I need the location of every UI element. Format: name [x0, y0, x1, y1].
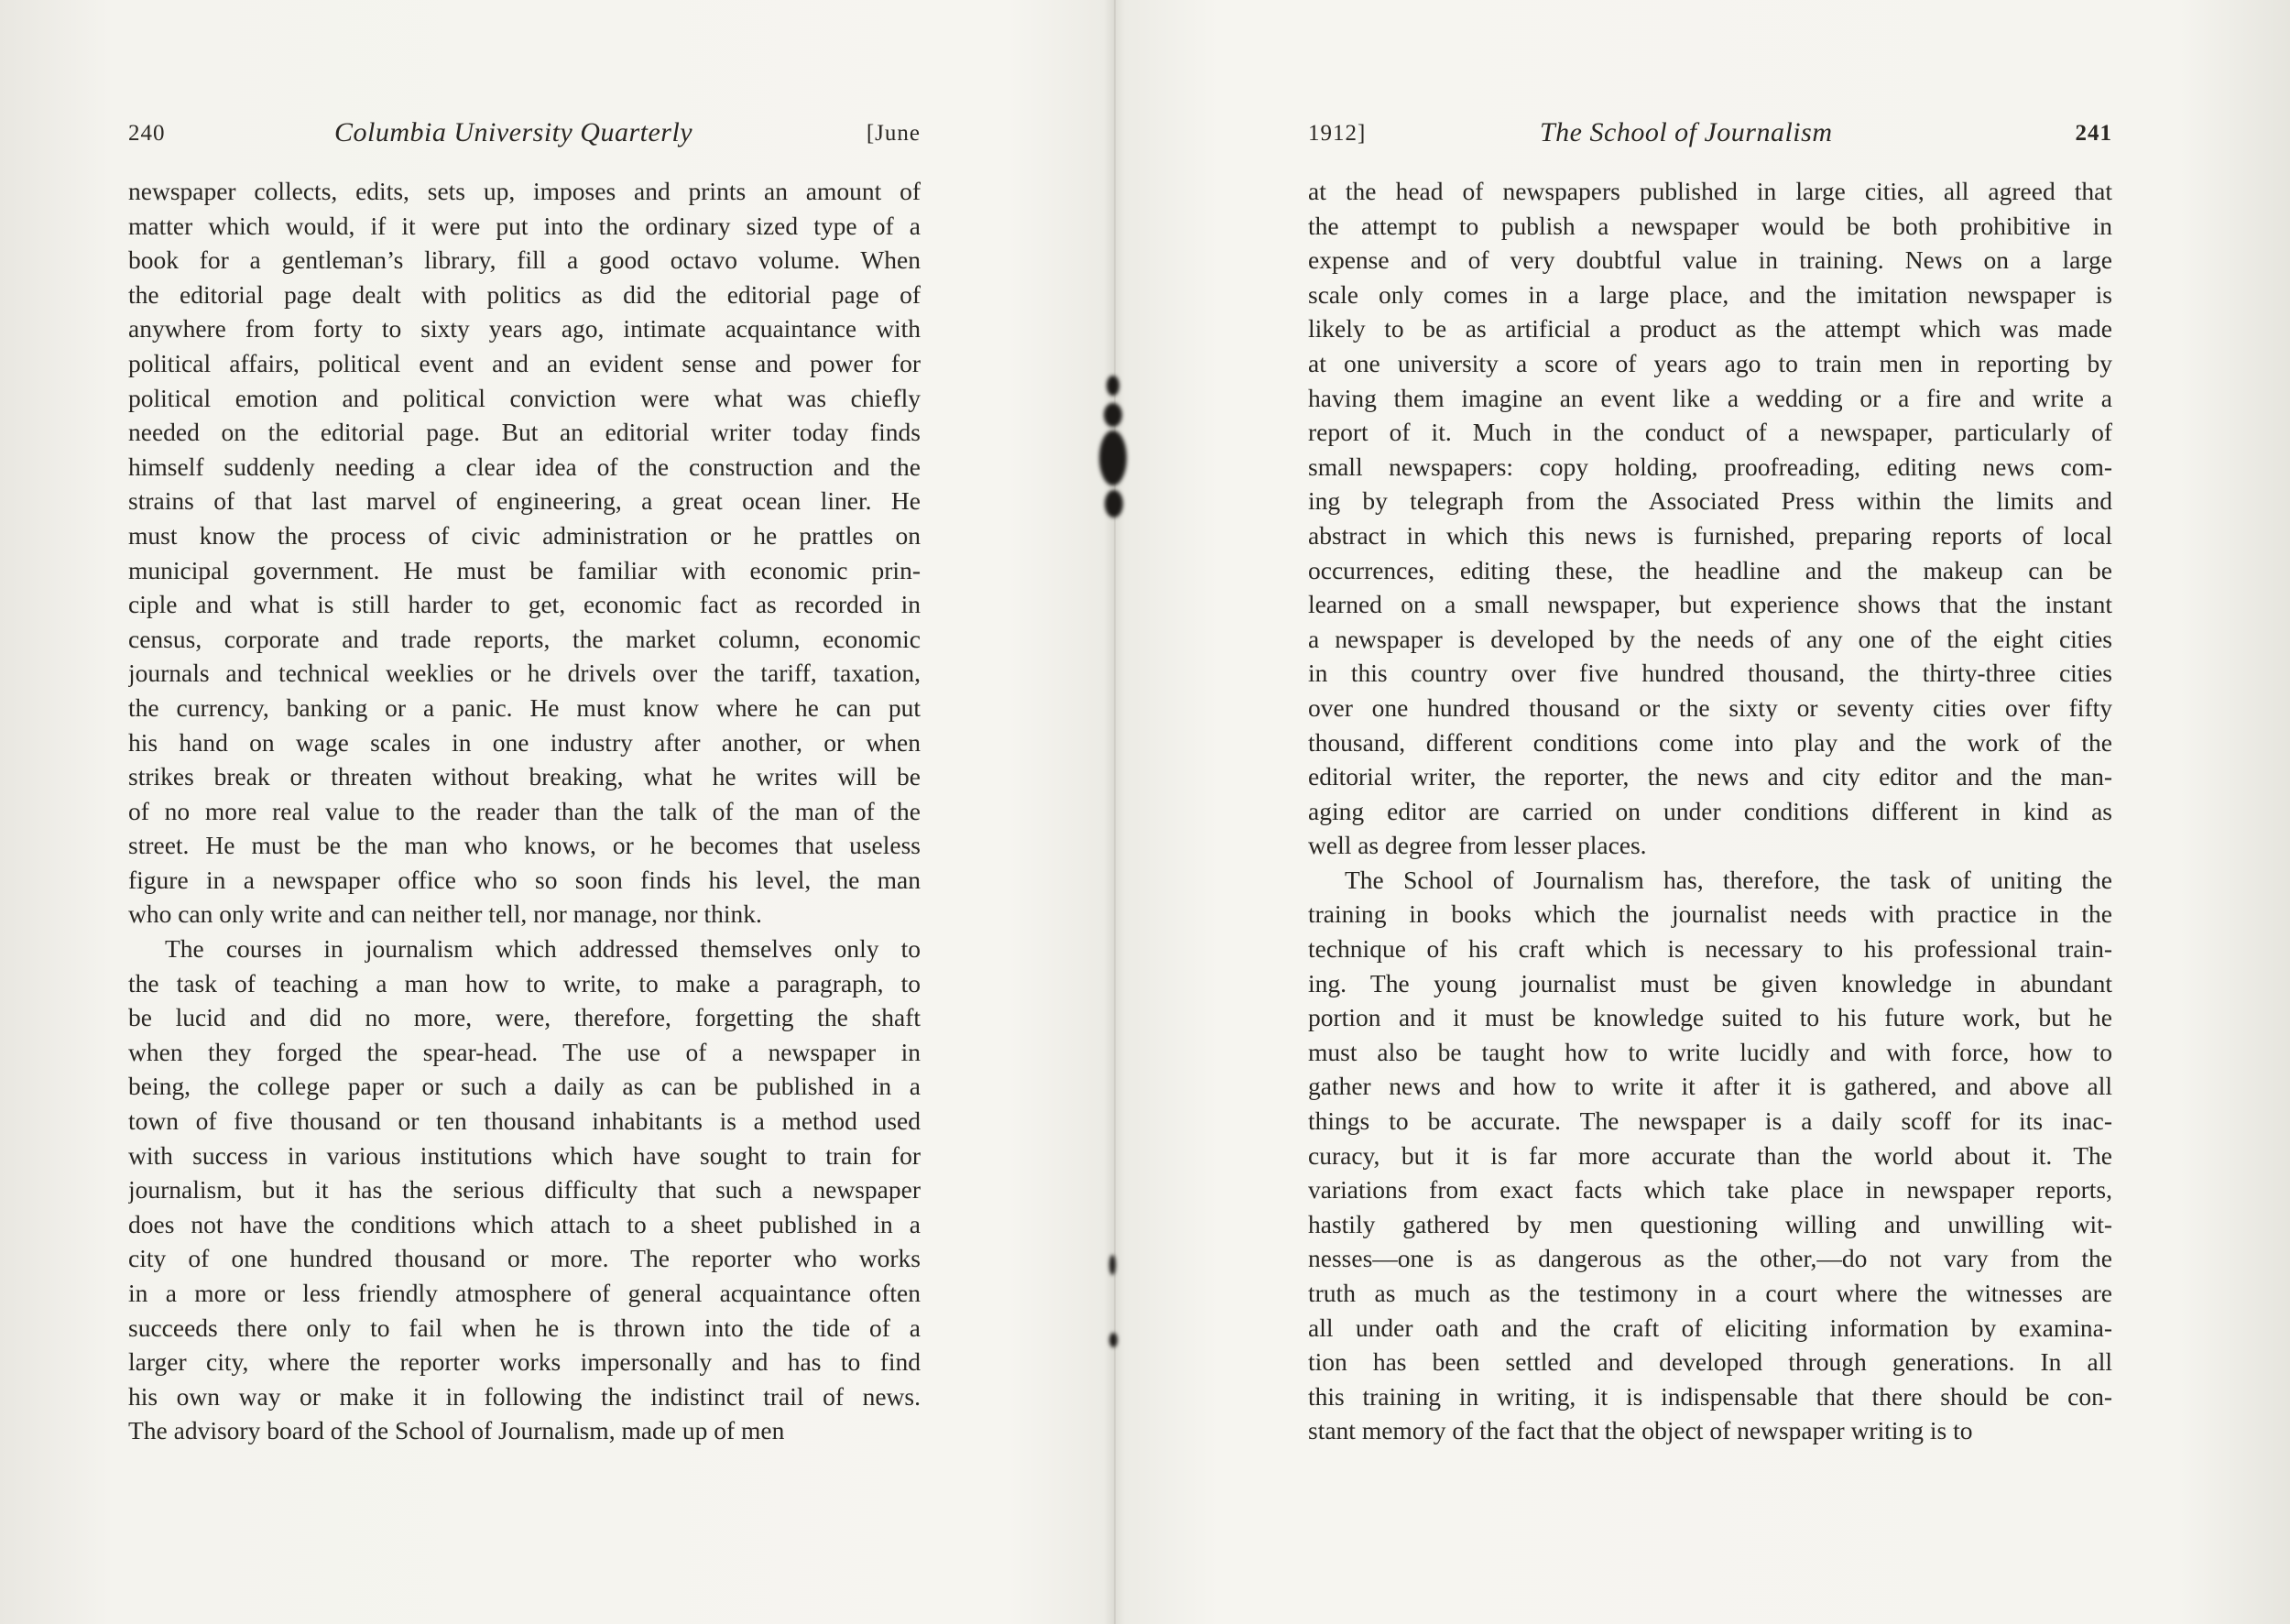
text-line: census, corporate and trade reports, the market column, economic	[128, 624, 921, 653]
right-page-number: 241	[2075, 121, 2112, 146]
text-line: with success in various institutions which have sought to train for	[128, 1140, 921, 1170]
text-line: himself suddenly needing a clear idea of the construction and the	[128, 452, 921, 481]
text-line: this training in writing, it is indispensable that there should be con-	[1308, 1381, 2112, 1411]
left-running-date: [June	[866, 121, 921, 146]
text-line: the attempt to publish a newspaper would be both prohibitive in	[1308, 211, 2112, 240]
text-line: the task of teaching a man how to write, to make a paragraph, to	[128, 968, 921, 997]
text-line: The advisory board of the School of Journalism, made up of men	[128, 1416, 785, 1445]
left-running-head	[128, 117, 921, 154]
paragraph	[1308, 863, 2112, 1448]
text-line: report of it. Much in the conduct of a newspaper, particularly of	[1308, 418, 2112, 447]
text-line: strikes break or threaten without breaking, what he writes will be	[128, 762, 921, 791]
text-line: newspaper collects, edits, sets up, imposes and prints an amount of	[128, 177, 921, 205]
text-line: likely to be as artificial a product as the attempt which was made	[1308, 314, 2112, 343]
text-line: being, the college paper or such a daily as can be published in a	[128, 1072, 921, 1101]
text-line: ciple and what is still harder to get, economic fact as recorded in	[128, 590, 921, 619]
binding-stain	[1107, 376, 1119, 396]
text-line: who can only write and can neither tell, nor manage, nor think.	[128, 899, 762, 929]
text-line: stant memory of the fact that the object of newspaper writing is to	[1308, 1416, 1973, 1445]
text-line: at one university a score of years ago to train men in reporting by	[1308, 348, 2112, 377]
right-running-head	[1308, 117, 2112, 154]
text-line: in this country over five hundred thousand, the thirty-three cities	[1308, 659, 2112, 688]
text-line: needed on the editorial page. But an editorial writer today finds	[128, 418, 921, 447]
text-line: occurrences, editing these, the headline and the makeup can be	[1308, 555, 2112, 584]
text-line: over one hundred thousand or the sixty or seventy cities over fifty	[1308, 692, 2112, 722]
binding-stain	[1104, 403, 1122, 427]
text-line: journalism, but it has the serious difficulty that such a newspaper	[128, 1175, 921, 1204]
text-line: strains of that last marvel of engineering, a great ocean liner. He	[128, 486, 921, 516]
text-line: gather news and how to write it after it is gathered, and above all	[1308, 1072, 2112, 1101]
text-line: truth as much as the testimony in a court where the witnesses are	[1308, 1279, 2112, 1307]
text-line: be lucid and did no more, were, therefore, forgetting the shaft	[128, 1003, 921, 1032]
text-line: city of one hundred thousand or more. The reporter who works	[128, 1244, 921, 1273]
text-line: the editorial page dealt with politics as did the editorial page of	[128, 279, 921, 309]
text-line: all under oath and the craft of eliciting information by examina-	[1308, 1313, 2112, 1342]
text-line: journals and technical weeklies or he drivels over the tariff, taxation,	[128, 659, 921, 688]
text-line: municipal government. He must be familiar with economic prin-	[128, 555, 921, 584]
paragraph	[128, 174, 921, 932]
text-line: street. He must be the man who knows, or he becomes that useless	[128, 831, 921, 860]
text-line: his hand on wage scales in one industry after another, or when	[128, 727, 921, 757]
text-line: book for a gentleman’s library, fill a good octavo volume. When	[128, 245, 921, 275]
text-line: learned on a small newspaper, but experience shows that the instant	[1308, 590, 2112, 619]
text-line: matter which would, if it were put into the ordinary sized type of a	[128, 211, 921, 240]
text-line: portion and it must be knowledge suited to his future work, but he	[1308, 1003, 2112, 1032]
text-line: does not have the conditions which attach to a sheet published in a	[128, 1209, 921, 1238]
text-line: larger city, where the reporter works impersonally and has to find	[128, 1347, 921, 1377]
left-running-title: Columbia University Quarterly	[334, 117, 693, 147]
text-line: abstract in which this news is furnished, preparing reports of local	[1308, 520, 2112, 550]
book-gutter	[1114, 0, 1116, 1624]
text-line: variations from exact facts which take place in newspaper reports,	[1308, 1175, 2112, 1204]
binding-stain	[1109, 1333, 1118, 1347]
left-body-text	[128, 174, 921, 1448]
text-line: things to be accurate. The newspaper is a daily scoff for its inac-	[1308, 1106, 2112, 1136]
paragraph	[128, 932, 921, 1448]
binding-stain	[1109, 1255, 1116, 1275]
text-line: his own way or make it in following the indistinct trail of news.	[128, 1381, 921, 1411]
text-line: must also be taught how to write lucidly and with force, how to	[1308, 1037, 2112, 1066]
right-running-date: 1912]	[1308, 121, 1367, 146]
right-body-text	[1308, 174, 2112, 1448]
text-line: tion has been settled and developed through generations. In all	[1308, 1347, 2112, 1377]
left-page-number: 240	[128, 121, 166, 146]
text-line: The School of Journalism has, therefore, the task of uniting the	[1345, 865, 2112, 894]
text-line: ing. The young journalist must be given knowledge in abundant	[1308, 968, 2112, 997]
right-running-title: The School of Journalism	[1540, 117, 1833, 147]
text-line: in a more or less friendly atmosphere of general acquaintance often	[128, 1279, 921, 1307]
text-line: anywhere from forty to sixty years ago, intimate acquaintance with	[128, 314, 921, 343]
text-line: The courses in journalism which addressed themselves only to	[165, 934, 921, 964]
text-line: editorial writer, the reporter, the news and city editor and the man-	[1308, 762, 2112, 791]
text-line: training in books which the journalist needs with practice in the	[1308, 899, 2112, 929]
text-line: political emotion and political conviction were what was chiefly	[128, 383, 921, 412]
text-line: hastily gathered by men questioning willing and unwilling wit-	[1308, 1209, 2112, 1238]
text-line: ing by telegraph from the Associated Press within the limits and	[1308, 486, 2112, 516]
text-line: having them imagine an event like a wedding or a fire and write a	[1308, 383, 2112, 412]
text-line: the currency, banking or a panic. He must know where he can put	[128, 692, 921, 722]
text-line: figure in a newspaper office who so soon finds his level, the man	[128, 865, 921, 894]
paragraph	[1308, 174, 2112, 863]
text-line: at the head of newspapers published in large cities, all agreed that	[1308, 177, 2112, 205]
text-line: a newspaper is developed by the needs of any one of the eight cities	[1308, 624, 2112, 653]
text-line: thousand, different conditions come into play and the work of the	[1308, 727, 2112, 757]
text-line: political affairs, political event and an evident sense and power for	[128, 348, 921, 377]
text-line: nesses—one is as dangerous as the other,—do not vary from the	[1308, 1244, 2112, 1273]
text-line: technique of his craft which is necessary to his professional train-	[1308, 934, 2112, 964]
text-line: succeeds there only to fail when he is thrown into the tide of a	[128, 1313, 921, 1342]
text-line: expense and of very doubtful value in training. News on a large	[1308, 245, 2112, 275]
text-line: well as degree from lesser places.	[1308, 831, 1647, 860]
binding-stain	[1099, 431, 1127, 485]
text-line: curacy, but it is far more accurate than the world about it. The	[1308, 1140, 2112, 1170]
text-line: small newspapers: copy holding, proofreading, editing news com-	[1308, 452, 2112, 481]
binding-stain	[1105, 490, 1123, 518]
text-line: aging editor are carried on under conditions different in kind as	[1308, 796, 2112, 825]
text-line: must know the process of civic administration or he prattles on	[128, 520, 921, 550]
text-line: town of five thousand or ten thousand inhabitants is a method used	[128, 1106, 921, 1136]
text-line: scale only comes in a large place, and the imitation newspaper is	[1308, 279, 2112, 309]
text-line: of no more real value to the reader than the talk of the man of the	[128, 796, 921, 825]
text-line: when they forged the spear-head. The use of a newspaper in	[128, 1037, 921, 1066]
